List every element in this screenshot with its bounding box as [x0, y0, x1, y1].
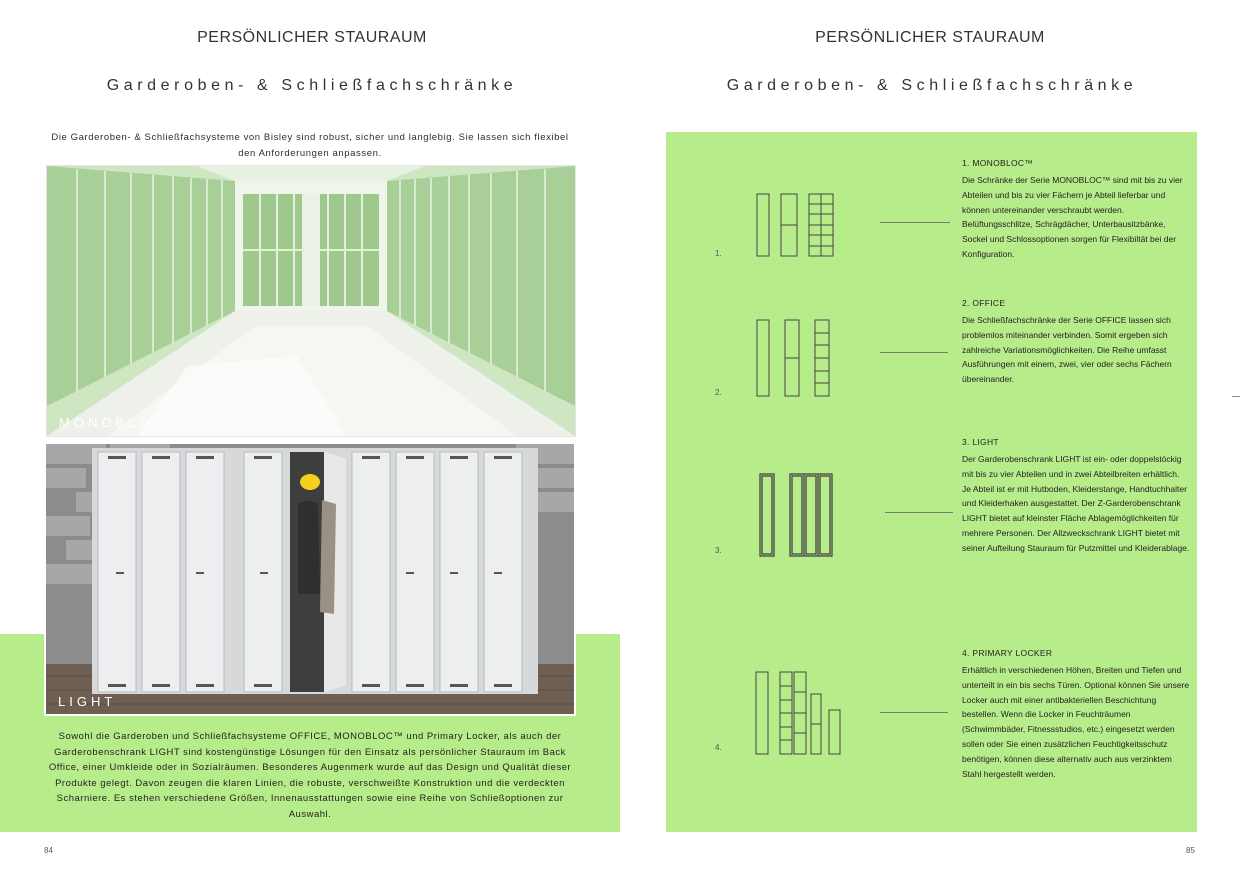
light-photo [44, 442, 576, 716]
item-2-body: Die Schließfachschränke der Serie OFFICE lassen sich problemlos miteinander verbinden. Somit ergeben sich zahlreiche Variationsmöglichkeiten. Die Reihe umfasst Ausführungen mit einem, zwei, vier oder sechs Fächern übereinander. [962, 315, 1172, 385]
item-3-body: Der Garderobenschrank LIGHT ist ein- oder doppelstöckig mit bis zu vier Abteilen und in zwei Abteilbreiten erhältlich. Je Abteil ist er mit Hutboden, Kleiderstange, Handtuchhalter und Kleiderhaken ausgestattet. Der Z-Garderobenschrank LIGHT bietet auf kleinster Fläche Ablagemöglichkeiten für mehrere Personen. Der Allzweckschrank LIGHT bietet mit seiner Aufteilung Stauraum für Putzmittel und Kleiderablage. [962, 454, 1190, 553]
monobloc-diagram [755, 192, 835, 258]
item-2-number: 2. [715, 388, 722, 397]
item-4-body: Erhältlich in verschiedenen Höhen, Breiten und Tiefen und unterteilt in ein bis sechs Türen. Optional können Sie unsere Locker auch mit einer antibakteriellen Beschichtung bestellen. Wenn die Locker in Feuchträumen (Schwimmbäder, Fitnessstudios, etc.) eingesetzt werden sollen oder Sie einen zusätzlichen Feuchtigkeitsschutz benötigen, können diese alternativ auch aus verzinktem Stahl hergestellt werden. [962, 665, 1190, 779]
left-page-number: 84 [44, 846, 53, 855]
right-page-number: 85 [1186, 846, 1195, 855]
light-photo-label: LIGHT [58, 694, 117, 709]
item-4-leader [880, 712, 948, 713]
right-page-subheader: Garderoben- & Schließfachschränke [726, 77, 1138, 94]
primary-locker-diagram [754, 670, 844, 756]
light-diagram [758, 472, 838, 558]
monobloc-photo [46, 165, 576, 437]
office-diagram [755, 318, 835, 398]
item-4-number: 4. [715, 743, 722, 752]
left-page-body: Sowohl die Garderoben und Schließfachsysteme OFFICE, MONOBLOC™ und Primary Locker, als auch der Garderobenschrank LIGHT sind kostengünstige Lösungen für den Einsatz als persönlicher Stauraum im Back Office, einer Umkleide oder in Sozialräumen. Besonderes Augenmerk wurde auf das Design und Qualität dieser Produkte gelegt. Davon zeugen die klaren Linien, die robuste, verschweißte Konstruktion und die verdeckten Scharniere. Es stehen verschiedene Größen, Innenausstattungen sowie eine Reihe von Schließoptionen zur Auswahl. [48, 731, 572, 820]
item-4-title: 4. PRIMARY LOCKER [962, 648, 1053, 658]
left-page-subheader: Garderoben- & Schließfachschränke [106, 77, 518, 94]
left-page-intro: Die Garderoben- & Schließfachsysteme von Bisley sind robust, sicher und langlebig. Sie lassen sich flexibel den Anforderungen anpassen. [51, 132, 569, 159]
item-3-title: 3. LIGHT [962, 437, 999, 447]
item-1-title: 1. MONOBLOC™ [962, 158, 1034, 168]
edge-tick-mark [1232, 396, 1240, 397]
item-1-leader [880, 222, 950, 223]
left-page-header: PERSÖNLICHER STAURAUM [197, 29, 427, 46]
item-2-leader [880, 352, 948, 353]
item-3-number: 3. [715, 546, 722, 555]
monobloc-photo-label: MONOBLOC™ [59, 415, 184, 430]
item-1-body: Die Schränke der Serie MONOBLOC™ sind mit bis zu vier Abteilen und bis zu vier Fächern je Abteil lieferbar und können untereinander verschraubt werden. Belüftungsschlitze, Schrägdächer, Unterbausitzbänke, Sockel und Schlossoptionen sorgen für Flexibiltät bei der Konfiguration. [962, 175, 1183, 259]
right-page-header: PERSÖNLICHER STAURAUM [815, 29, 1045, 46]
item-1-number: 1. [715, 249, 722, 258]
item-3-leader [885, 512, 953, 513]
item-2-title: 2. OFFICE [962, 298, 1006, 308]
